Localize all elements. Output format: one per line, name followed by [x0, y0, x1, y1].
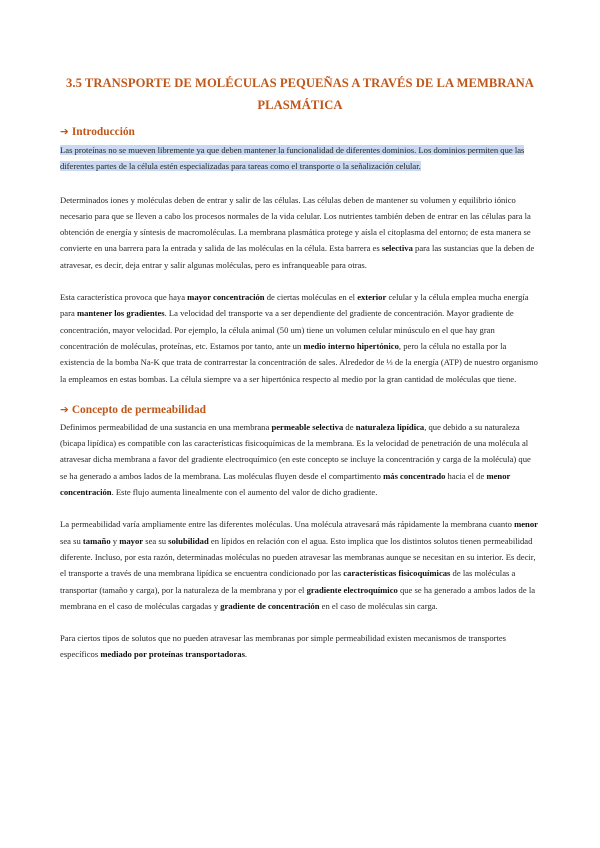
intro-paragraph-highlighted	[60, 142, 540, 175]
text-run: . Este flujo aumenta linealmente con el aumento del valor de dicho gradiente.	[111, 487, 378, 498]
text-run: y	[110, 535, 120, 546]
highlighted-text: Las proteínas no se mueven libremente ya que deben mantener la funcionalidad de diferentes dominios. Los dominios permiten que las diferentes partes de la célula estén especializadas para tareas como el transporte o la señalización celular.	[60, 145, 525, 172]
text-run: de las moléculas a transportar (tamaño y carga), por la naturaleza de la membrana y por el	[60, 568, 516, 595]
text-run: en el caso de moléculas sin carga.	[319, 600, 438, 611]
text-run: para las sustancias que la deben de atravesar, es decir, deja entrar y salir algunas moléculas, pero es infranqueable para otras.	[60, 243, 535, 270]
bold-term: mayor	[119, 535, 144, 546]
text-run: de ciertas moléculas en el	[264, 292, 358, 303]
page-title: 3.5 TRANSPORTE DE MOLÉCULAS PEQUEÑAS A TRAVÉS DE LA MEMBRANA PLASMÁTICA	[66, 76, 534, 112]
bold-term: mediado por proteínas transportadoras	[100, 649, 245, 660]
section-heading-label: Concepto de permeabilidad	[71, 403, 206, 416]
text-run: , que debido a su naturaleza (bicapa lipídica) es compatible con las características fisicoquímicas de la membrana. Es la velocidad de penetración de una molécula al atravesar dicha membrana a favor del gradiente electroquímico (en este concepto se incluye la concentración y carga de la molécula) que se ha generado a ambos lados de la membrana. Las moléculas fluyen desde el compartimento	[60, 421, 531, 481]
bold-term: exterior	[357, 292, 387, 303]
section-heading-introduccion	[60, 125, 540, 140]
text-run: Para ciertos tipos de solutos que no pueden atravesar las membranas por simple permeabilidad existen mecanismos de transportes específicos	[60, 633, 507, 660]
bold-term: gradiente electroquímico	[306, 584, 398, 595]
bold-term: más concentrado	[383, 470, 446, 481]
paragraph-variacion-permeabilidad	[60, 516, 540, 614]
text-run: de	[343, 421, 356, 432]
bold-term: solubilidad	[168, 535, 209, 546]
text-run: que se ha generado a ambos lados de la membrana en el caso de moléculas cargadas y	[60, 584, 536, 611]
bold-term: gradiente de concentración	[220, 600, 320, 611]
text-run: Definimos permeabilidad de una sustancia en una membrana	[60, 421, 272, 432]
text-run: sea su	[60, 535, 83, 546]
text-run: Esta característica provoca que haya	[60, 292, 188, 303]
text-run: La permeabilidad varía ampliamente entre las diferentes moléculas. Una molécula atravesará más rápidamente la membrana cuanto	[60, 519, 515, 530]
paragraph-iones	[60, 192, 540, 273]
text-run: . La velocidad del transporte va a ser dependiente del gradiente de concentración. Mayor gradiente de concentración, mayor velocidad. Por ejemplo, la célula animal (50 um) tiene un volumen celular minúsculo en el que hay gran concentración de moléculas, proteínas, etc. Estamos por tanto, ante un	[60, 308, 514, 351]
arrow-right-icon: ➔	[60, 403, 69, 416]
text-run: celular y la célula emplea mucha energía para	[60, 292, 529, 319]
text-run: .	[244, 649, 248, 660]
bold-term: mantener los gradientes	[76, 308, 165, 319]
text-run: hacia el de	[445, 470, 487, 481]
bold-term: permeable selectiva	[271, 421, 344, 432]
text-run: sea su	[143, 535, 169, 546]
paragraph-definicion-permeabilidad	[60, 419, 540, 500]
bold-term: menor	[514, 519, 538, 530]
arrow-right-icon: ➔	[60, 126, 69, 138]
text-run: en lípidos en relación con el agua. Esto implica que los distintos solutos tienen permeabilidad diferente. Incluso, por esta razón, determinadas moléculas no pueden atravesar las membranas aunque se necesitan en su interior. Es decir, el transporte a través de una membrana lipídica se encuentra condicionado por las	[60, 535, 536, 579]
paragraph-gradientes	[60, 289, 540, 387]
bold-term: medio interno hipertónico	[303, 340, 399, 351]
section-heading-permeabilidad	[60, 403, 540, 418]
bold-term: naturaleza lipídica	[355, 421, 425, 432]
section-heading-label: Introducción	[71, 126, 135, 138]
bold-term: mayor concentración	[187, 292, 265, 303]
bold-term: selectiva	[381, 243, 413, 254]
text-run: Determinados iones y moléculas deben de entrar y salir de las células. Las células deben de mantener su volumen y equilibrio iónico necesario para que se lleven a cabo los procesos normales de la vida celular. Los nutrientes también deben de entrar en las células para la obtención de energía y síntesis de macromoléculas. La membrana plasmática protege y aísla el citoplasma del entorno; de esta manera se convierte en una barrera para la entrada y salida de las moléculas en la célula. Esta barrera es	[60, 194, 531, 254]
text-run: , pero la célula no estalla por la existencia de la bomba Na-K que trata de contrarrestar la concentración de sales. Alrededor de ⅓ de la energía (ATP) de nuestro organismo la empleamos en estas bombas. La célula siempre va a ser hipertónica respecto al medio por la gran cantidad de moléculas que tiene.	[60, 340, 538, 384]
paragraph-transportadoras	[60, 630, 540, 663]
bold-term: tamaño	[82, 535, 111, 546]
bold-term: menor concentración	[60, 470, 511, 498]
bold-term: características fisicoquímicas	[343, 568, 451, 579]
